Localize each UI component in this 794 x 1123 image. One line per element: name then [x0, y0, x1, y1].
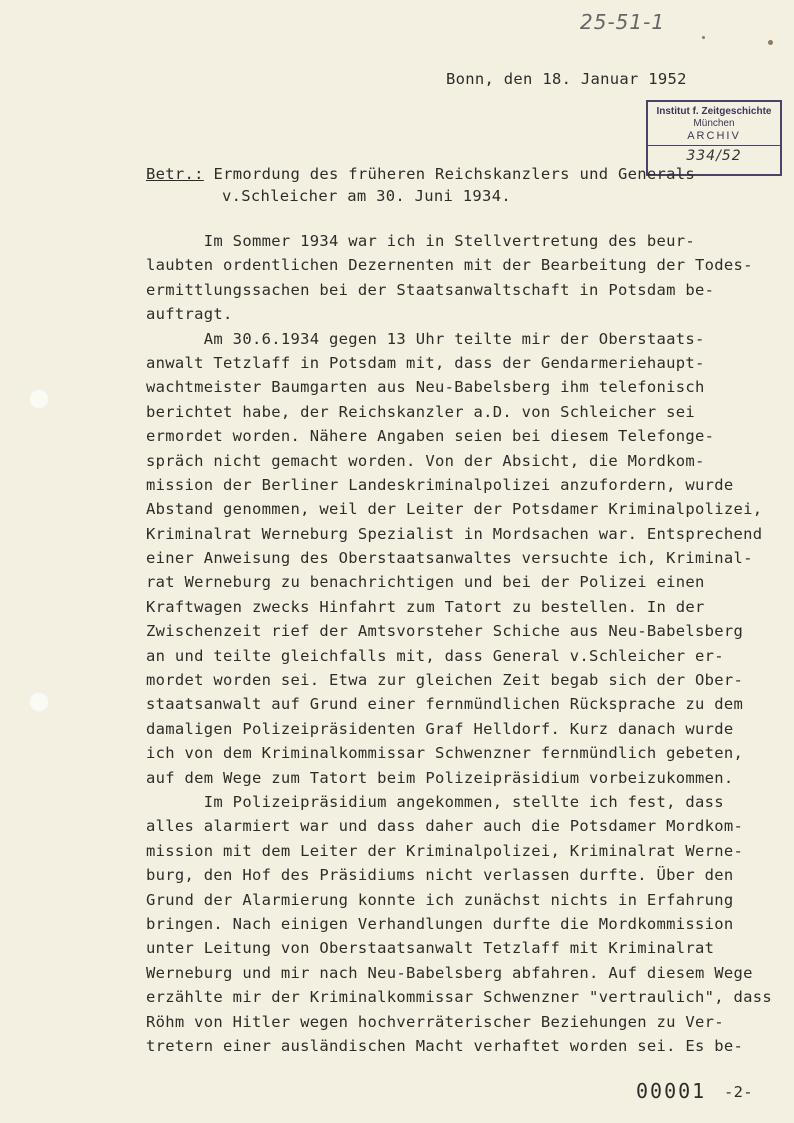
body-line: Im Sommer 1934 war ich in Stellvertretung des beur- — [146, 232, 696, 250]
body-line: auftragt. — [146, 305, 233, 324]
subject-block — [146, 165, 696, 205]
paper-spot — [768, 40, 773, 45]
body-line: alles alarmiert war und dass daher auch die Potsdamer Mordkom- — [146, 817, 744, 836]
body-line: bringen. Nach einigen Verhandlungen durfte die Mordkommission — [146, 914, 734, 933]
punch-hole-upper — [28, 388, 50, 410]
punch-hole-lower — [28, 691, 50, 713]
body-text — [146, 229, 772, 1058]
body-line: einer Anweisung des Oberstaatsanwaltes versuchte ich, Kriminal- — [146, 549, 753, 568]
body-line: burg, den Hof des Präsidiums nicht verlassen durfte. Über den — [146, 866, 734, 885]
stamp-divider — [648, 145, 780, 146]
body-line: ermordet worden. Nähere Angaben seien bei diesem Telefonge- — [146, 427, 715, 446]
stamp-archive: ARCHIV — [687, 130, 741, 142]
document-number: 00001 — [636, 1079, 707, 1103]
body-line: anwalt Tetzlaff in Potsdam mit, dass der Gendarmeriehaupt- — [146, 353, 705, 372]
body-line: spräch nicht gemacht worden. Von der Absicht, die Mordkom- — [146, 451, 705, 470]
body-line: ermittlungssachen bei der Staatsanwaltschaft in Potsdam be- — [146, 280, 715, 299]
body-line: rat Werneburg zu benachrichtigen und bei der Polizei einen — [146, 573, 705, 592]
body-line: Werneburg und mir nach Neu-Babelsberg abfahren. Auf diesem Wege — [146, 963, 753, 982]
body-line: Am 30.6.1934 gegen 13 Uhr teilte mir der Oberstaats- — [146, 329, 705, 348]
body-line: unter Leitung von Oberstaatsanwalt Tetzlaff mit Kriminalrat — [146, 939, 715, 958]
body-line: berichtet habe, der Reichskanzler a.D. von Schleicher sei — [146, 402, 696, 421]
body-line: ich von dem Kriminalkommissar Schwenzner fernmündlich gebeten, — [146, 744, 744, 763]
body-line: mission der Berliner Landeskriminalpolizei anzufordern, wurde — [146, 475, 734, 494]
archive-reference: 25-51-1 — [580, 10, 666, 34]
body-line: damaligen Polizeipräsidenten Graf Helldorf. Kurz danach wurde — [146, 719, 734, 738]
body-line: Kraftwagen zwecks Hinfahrt zum Tatort zu bestellen. In der — [146, 597, 705, 616]
date-line: Bonn, den 18. Januar 1952 — [446, 70, 687, 88]
body-line: laubten ordentlichen Dezernenten mit der Bearbeitung der Todes- — [146, 256, 753, 275]
stamp-city: München — [693, 118, 735, 129]
paper-spot — [702, 36, 705, 39]
body-line: tretern einer ausländischen Macht verhaftet worden sei. Es be- — [146, 1036, 744, 1055]
stamp-number: 334/52 — [686, 148, 742, 164]
next-page-marker: -2- — [724, 1083, 753, 1101]
body-line: Abstand genommen, weil der Leiter der Potsdamer Kriminalpolizei, — [146, 500, 763, 519]
body-line: Röhm von Hitler wegen hochverräterischer Beziehungen zu Ver- — [146, 1012, 724, 1031]
body-line: auf dem Wege zum Tatort beim Polizeipräsidium vorbeizukommen. — [146, 768, 734, 787]
body-line: staatsanwalt auf Grund einer fernmündlichen Rücksprache zu dem — [146, 695, 744, 714]
body-line: mission mit dem Leiter der Kriminalpolizei, Kriminalrat Werne- — [146, 841, 744, 860]
body-line: Grund der Alarmierung konnte ich zunächst nichts in Erfahrung — [146, 890, 734, 909]
body-line: an und teilte gleichfalls mit, dass General v.Schleicher er- — [146, 646, 724, 665]
body-line: erzählte mir der Kriminalkommissar Schwenzner "vertraulich", dass — [146, 988, 773, 1007]
subject-line-1: Ermordung des früheren Reichskanzlers und Generals — [213, 165, 696, 183]
subject-label: Betr.: — [146, 165, 204, 183]
stamp-institute: Institut f. Zeitgeschichte — [656, 106, 772, 117]
body-line: Zwischenzeit rief der Amtsvorsteher Schiche aus Neu-Babelsberg — [146, 622, 744, 641]
subject-line-2: v.Schleicher am 30. Juni 1934. — [222, 187, 511, 205]
body-line: wachtmeister Baumgarten aus Neu-Babelsberg ihm telefonisch — [146, 378, 705, 397]
body-line: mordet worden sei. Etwa zur gleichen Zeit begab sich der Ober- — [146, 671, 744, 690]
body-line: Im Polizeipräsidium angekommen, stellte ich fest, dass — [146, 792, 724, 811]
body-line: Kriminalrat Werneburg Spezialist in Mordsachen war. Entsprechend — [146, 524, 763, 543]
